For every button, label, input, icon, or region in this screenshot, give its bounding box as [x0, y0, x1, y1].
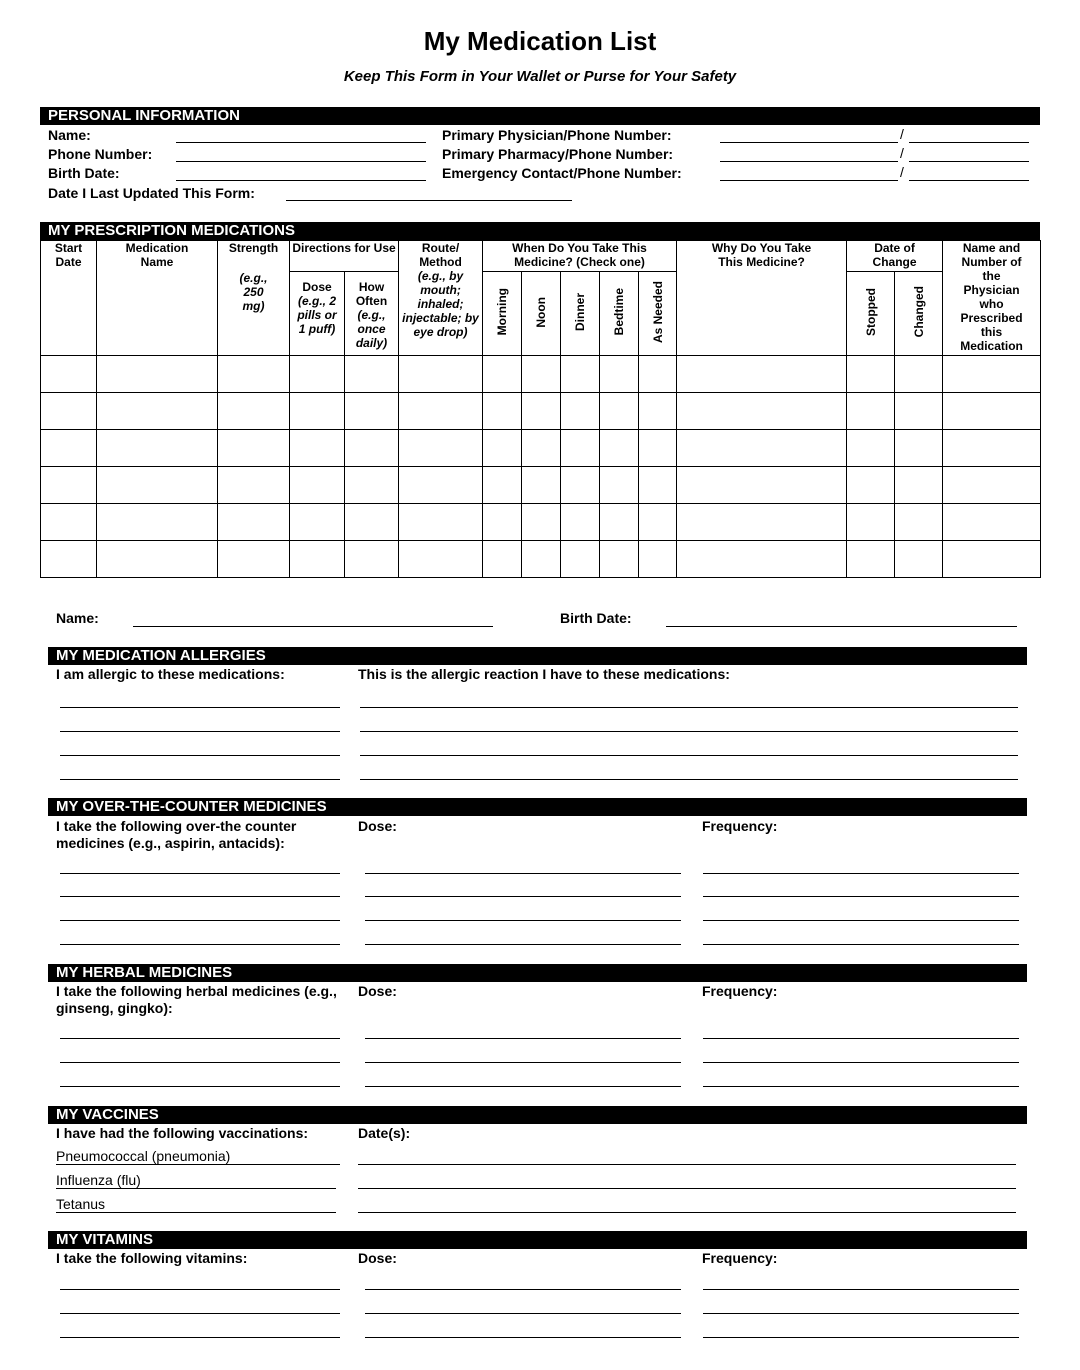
herbal-medicine-line[interactable]: [60, 1038, 340, 1039]
birth-date-field[interactable]: [176, 180, 426, 181]
allergy-reaction-line[interactable]: [360, 755, 1018, 756]
page2-birth-label: Birth Date:: [560, 610, 632, 626]
allergy-reaction-line[interactable]: [360, 707, 1018, 708]
col-strength: Strength (e.g., 250 mg): [218, 241, 290, 356]
vaccine-pneumococcal: Pneumococcal (pneumonia): [56, 1148, 231, 1164]
vitamin-frequency-line[interactable]: [703, 1313, 1019, 1314]
col-changed: Changed: [895, 272, 943, 356]
section-header-vitamins: MY VITAMINS: [48, 1231, 1027, 1249]
section-header-personal: PERSONAL INFORMATION: [40, 107, 1040, 125]
table-row: [41, 356, 1041, 393]
herbal-dose-line[interactable]: [365, 1038, 681, 1039]
col-route: Route/ Method (e.g., by mouth; inhaled; injectable; by eye drop): [399, 241, 483, 356]
otc-dose-line[interactable]: [365, 873, 681, 874]
herbal-medicine-line[interactable]: [60, 1086, 340, 1087]
vitamin-line[interactable]: [60, 1289, 340, 1290]
allergy-reaction-line[interactable]: [360, 731, 1018, 732]
otc-frequency-line[interactable]: [703, 873, 1019, 874]
vaccine-date-line[interactable]: [358, 1164, 1016, 1165]
vaccine-dates-label: Date(s):: [358, 1125, 411, 1141]
otc-frequency-line[interactable]: [703, 896, 1019, 897]
otc-dose-line[interactable]: [365, 920, 681, 921]
vitamin-dose-line[interactable]: [365, 1313, 681, 1314]
page-subtitle: Keep This Form in Your Wallet or Purse for Your Safety: [343, 68, 737, 85]
last-updated-field[interactable]: [286, 200, 572, 201]
emergency-label: Emergency Contact/Phone Number:: [442, 165, 682, 181]
otc-frequency-line[interactable]: [703, 920, 1019, 921]
col-stopped: Stopped: [847, 272, 895, 356]
vaccine-tetanus: Tetanus: [56, 1196, 106, 1212]
herbal-dose-line[interactable]: [365, 1086, 681, 1087]
section-header-vaccines: MY VACCINES: [48, 1106, 1027, 1124]
page2-name-field[interactable]: [133, 626, 493, 627]
col-medication-name: Medication Name: [97, 241, 218, 356]
allergies-medications-label: I am allergic to these medications:: [56, 666, 285, 682]
otc-medicine-line[interactable]: [60, 873, 340, 874]
vaccine-pneumococcal-line: [56, 1164, 340, 1165]
herbal-frequency-line[interactable]: [703, 1038, 1019, 1039]
name-field[interactable]: [176, 142, 426, 143]
otc-frequency-label: Frequency:: [702, 818, 778, 834]
vitamins-dose-label: Dose:: [358, 1250, 397, 1266]
col-why: Why Do You Take This Medicine?: [677, 241, 847, 356]
vitamin-dose-line[interactable]: [365, 1289, 681, 1290]
physician-name-field[interactable]: [720, 142, 898, 143]
col-when: When Do You Take This Medicine? (Check one): [483, 241, 677, 272]
vitamins-frequency-label: Frequency:: [702, 1250, 778, 1266]
col-date-change: Date of Change: [847, 241, 943, 272]
allergy-med-line[interactable]: [60, 755, 340, 756]
herbal-medicine-line[interactable]: [60, 1062, 340, 1063]
allergy-med-line[interactable]: [60, 779, 340, 780]
table-row: [41, 541, 1041, 578]
otc-frequency-line[interactable]: [703, 944, 1019, 945]
otc-medicine-line[interactable]: [60, 944, 340, 945]
col-start-date: Start Date: [41, 241, 97, 356]
herbal-dose-label: Dose:: [358, 983, 397, 999]
herbal-frequency-line[interactable]: [703, 1086, 1019, 1087]
slash-separator: /: [900, 126, 904, 142]
otc-medicines-label: I take the following over-the counter medicines (e.g., aspirin, antacids):: [56, 818, 297, 851]
prescription-table: [40, 240, 1041, 578]
herbal-frequency-label: Frequency:: [702, 983, 778, 999]
vaccine-date-line[interactable]: [358, 1188, 1016, 1189]
table-row: [41, 393, 1041, 430]
vaccine-tetanus-line: [56, 1212, 336, 1213]
table-row: [41, 430, 1041, 467]
emergency-name-field[interactable]: [720, 180, 898, 181]
vaccine-influenza: Influenza (flu): [56, 1172, 141, 1188]
col-directions: Directions for Use: [290, 241, 399, 272]
vitamin-frequency-line[interactable]: [703, 1289, 1019, 1290]
table-row: [41, 504, 1041, 541]
phone-label: Phone Number:: [48, 146, 153, 162]
herbal-medicines-label: I take the following herbal medicines (e.g., ginseng, gingko):: [56, 983, 337, 1016]
otc-medicine-line[interactable]: [60, 920, 340, 921]
slash-separator: /: [900, 145, 904, 161]
vitamin-line[interactable]: [60, 1337, 340, 1338]
slash-separator: /: [900, 164, 904, 180]
page2-name-label: Name:: [56, 610, 99, 626]
col-physician: Name and Number of the Physician who Prescribed this Medication: [943, 241, 1041, 356]
allergy-med-line[interactable]: [60, 731, 340, 732]
section-header-otc: MY OVER-THE-COUNTER MEDICINES: [48, 798, 1027, 816]
vitamin-line[interactable]: [60, 1313, 340, 1314]
allergy-reaction-line[interactable]: [360, 779, 1018, 780]
vitamin-dose-line[interactable]: [365, 1337, 681, 1338]
page2-birth-field[interactable]: [666, 626, 1017, 627]
otc-dose-line[interactable]: [365, 944, 681, 945]
section-header-herbal: MY HERBAL MEDICINES: [48, 964, 1027, 982]
vaccine-date-line[interactable]: [358, 1212, 1016, 1213]
physician-label: Primary Physician/Phone Number:: [442, 127, 672, 143]
vitamin-frequency-line[interactable]: [703, 1337, 1019, 1338]
vitamins-label: I take the following vitamins:: [56, 1250, 248, 1266]
vaccinations-label: I have had the following vaccinations:: [56, 1125, 309, 1141]
emergency-phone-field[interactable]: [909, 180, 1029, 181]
table-row: [41, 467, 1041, 504]
pharmacy-label: Primary Pharmacy/Phone Number:: [442, 146, 674, 162]
phone-field[interactable]: [176, 161, 426, 162]
section-header-allergies: MY MEDICATION ALLERGIES: [48, 647, 1027, 665]
col-how-often: How Often (e.g., once daily): [345, 272, 399, 356]
otc-dose-line[interactable]: [365, 896, 681, 897]
page-title: My Medication List: [423, 26, 657, 56]
col-bedtime: Bedtime: [600, 272, 639, 356]
allergy-med-line[interactable]: [60, 707, 340, 708]
name-label: Name:: [48, 127, 91, 143]
col-morning: Morning: [483, 272, 522, 356]
allergies-reaction-label: This is the allergic reaction I have to these medications:: [358, 666, 730, 682]
herbal-dose-line[interactable]: [365, 1062, 681, 1063]
last-updated-label: Date I Last Updated This Form:: [48, 185, 255, 201]
col-as-needed: As Needed: [639, 272, 677, 356]
section-header-prescriptions: MY PRESCRIPTION MEDICATIONS: [40, 222, 1040, 240]
col-dose: Dose (e.g., 2 pills or 1 puff): [290, 272, 345, 356]
col-noon: Noon: [522, 272, 561, 356]
vaccine-influenza-line: [56, 1188, 336, 1189]
birth-date-label: Birth Date:: [48, 165, 120, 181]
col-dinner: Dinner: [561, 272, 600, 356]
otc-medicine-line[interactable]: [60, 896, 340, 897]
herbal-frequency-line[interactable]: [703, 1062, 1019, 1063]
physician-phone-field[interactable]: [909, 142, 1029, 143]
pharmacy-name-field[interactable]: [720, 161, 898, 162]
pharmacy-phone-field[interactable]: [909, 161, 1029, 162]
otc-dose-label: Dose:: [358, 818, 397, 834]
